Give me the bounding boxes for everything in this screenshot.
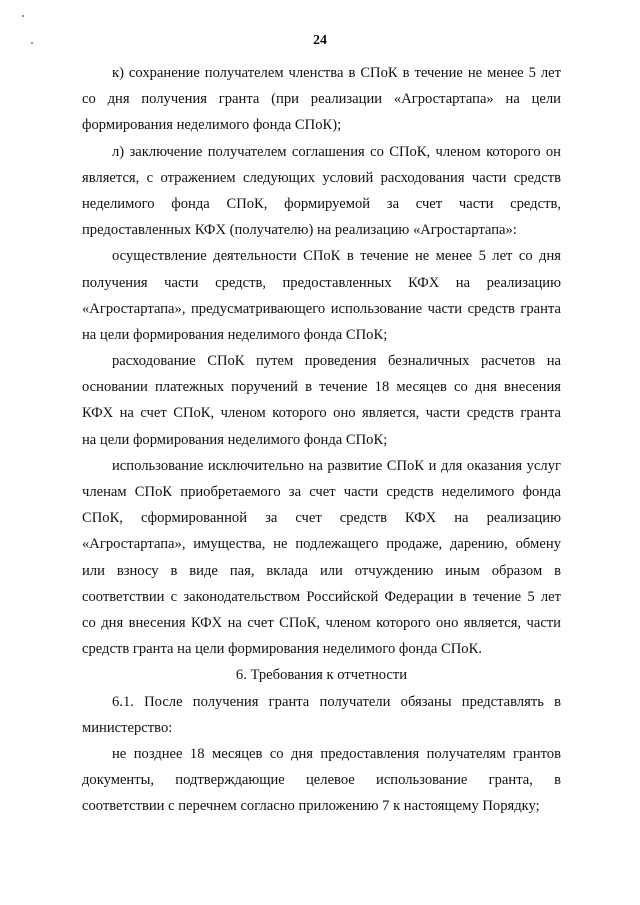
text-line: л) заключение получателем соглашения со СПоК, членом которого он: [112, 143, 561, 160]
text-line: СПоК, сформированной за счет средств КФХ на реализацию: [82, 510, 561, 527]
text-line: получения части средств, предоставленных КФХ на реализацию: [82, 274, 561, 291]
text-line: не позднее 18 месяцев со дня предоставления получателям грантов: [112, 745, 561, 762]
text-line: министерство:: [82, 719, 173, 736]
text-line: осуществление деятельности СПоК в течение не менее 5 лет со дня: [112, 248, 561, 265]
text-line: неделимого фонда СПоК, формируемой за счет части средств,: [82, 195, 561, 212]
text-line: на цели формирования неделимого фонда СПоК;: [82, 326, 388, 343]
text-line: «Агростартапа», имущества, не подлежащего продаже, дарению, обмену: [82, 536, 561, 553]
text-line: или взносу в виде пая, вклада или отчуждению иным образом в: [82, 562, 561, 579]
text-line: использование исключительно на развитие СПоК и для оказания услуг: [112, 457, 561, 474]
text-line: документы, подтверждающие целевое использование гранта, в: [82, 772, 561, 789]
text-line: со дня внесения КФХ на счет СПоК, членом которого оно является, части: [82, 614, 561, 631]
scan-speck: [22, 15, 24, 17]
text-line: соответствии с перечнем согласно приложению 7 к настоящему Порядку;: [82, 798, 540, 815]
text-line: на цели формирования неделимого фонда СПоК;: [82, 431, 388, 448]
text-line: является, с отражением следующих условий расходования части средств: [82, 169, 561, 186]
text-line: формирования неделимого фонда СПоК);: [82, 117, 342, 134]
text-line: членам СПоК приобретаемого за счет части средств неделимого фонда: [82, 484, 561, 500]
page-number: 24: [313, 33, 327, 48]
text-line: предоставленных КФХ (получателю) на реализацию «Агростартапа»:: [82, 222, 517, 239]
text-line: средств гранта на цели формирования неделимого фонда СПоК.: [82, 641, 482, 658]
text-line: 6.1. После получения гранта получатели обязаны представлять в: [112, 693, 561, 710]
text-line: соответствии с законодательством Российской Федерации в течение 5 лет: [82, 588, 561, 605]
text-line: расходование СПоК путем проведения безналичных расчетов на: [112, 353, 561, 370]
text-line: основании платежных поручений в течение 18 месяцев со дня внесения: [82, 379, 561, 396]
text-line: со дня получения гранта (при реализации «Агростартапа» на цели: [82, 91, 561, 108]
document-body: [82, 60, 561, 819]
text-line: «Агростартапа», предусматривающего использование части средств гранта: [82, 300, 561, 317]
text-line: КФХ на счет СПоК, членом которого оно является, части средств гранта: [82, 405, 561, 422]
section-heading: 6. Требования к отчетности: [235, 667, 408, 684]
text-line: к) сохранение получателем членства в СПоК в течение не менее 5 лет: [112, 65, 561, 81]
